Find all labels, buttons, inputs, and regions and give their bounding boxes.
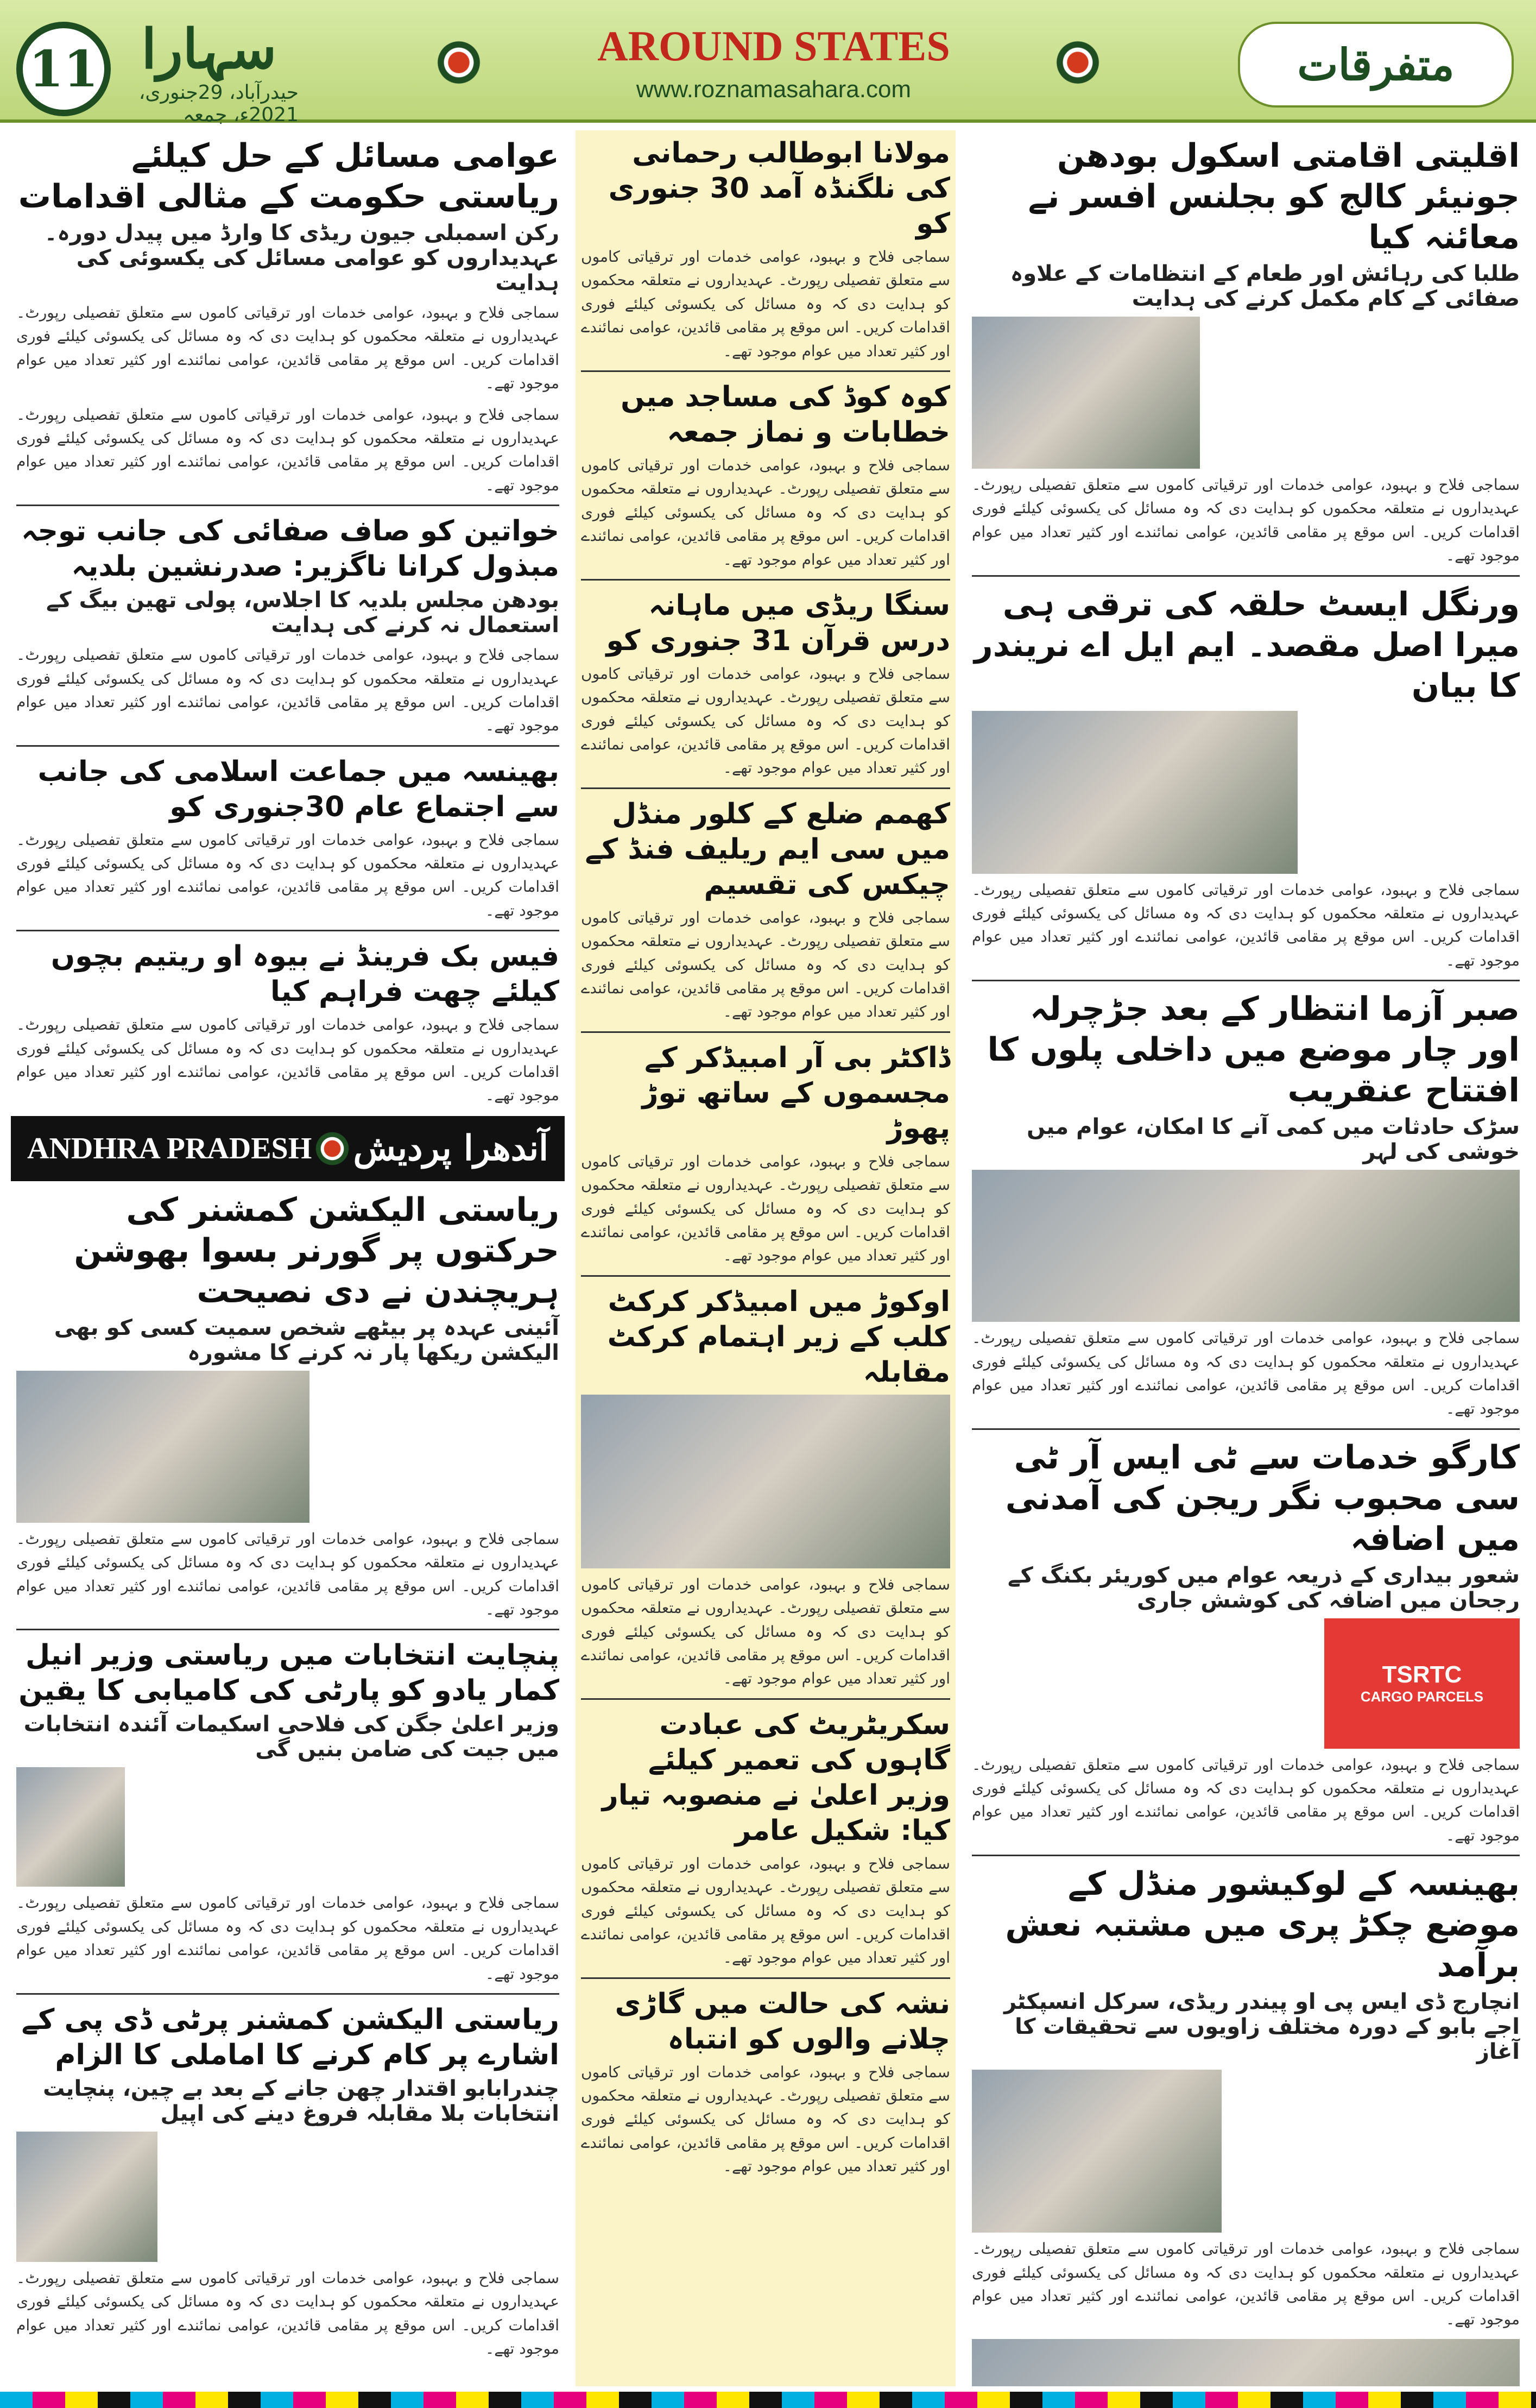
headline: ریاستی الیکشن کمشنر پرٹی ڈی پی کے اشارے پر کام کرنے کا اماملی کا الزام — [21, 2003, 559, 2071]
date-line: حیدرآباد، 29جنوری، 2021ء، جمعہ — [138, 81, 299, 126]
page-number: 11 — [16, 22, 111, 116]
tsrtc-label: TSRTC — [1382, 1661, 1462, 1688]
headline: کارگو خدمات سے ٹی ایس آر ٹی سی محبوب نگر ریجن کی آمدنی میں اضافہ — [1005, 1438, 1520, 1558]
article-body: سماجی فلاح و بہبود، عوامی خدمات اور ترقیاتی کاموں سے متعلق تفصیلی رپورٹ۔ عہدیداروں نے متعلقہ محکموں کو ہدایت دی کہ وہ مسائل کی یکسوئی کیلئے فوری اقدامات کریں۔ اس موقع پر مقامی قائدین، عوامی نمائندے اور کثیر تعداد میں عوام موجود تھے۔ — [972, 476, 1520, 565]
article-body: سماجی فلاح و بہبود، عوامی خدمات اور ترقیاتی کاموں سے متعلق تفصیلی رپورٹ۔ عہدیداروں نے متعلقہ محکموں کو ہدایت دی کہ وہ مسائل کی یکسوئی کیلئے فوری اقدامات کریں۔ اس موقع پر مقامی قائدین، عوامی نمائندے اور کثیر تعداد میں عوام موجود تھے۔ — [16, 1894, 559, 1983]
headline: بھینسہ کے لوکیشور منڈل کے موضع چکڑ پری میں مشتبہ نعش برآمد — [1005, 1865, 1520, 1985]
column-left — [11, 130, 565, 2386]
category-label: متفرقات — [1238, 22, 1514, 108]
article-body: سماجی فلاح و بہبود، عوامی خدمات اور ترقیاتی کاموں سے متعلق تفصیلی رپورٹ۔ عہدیداروں نے متعلقہ محکموں کو ہدایت دی کہ وہ مسائل کی یکسوئی کیلئے فوری اقدامات کریں۔ اس موقع پر مقامی قائدین، عوامی نمائندے اور کثیر تعداد میں عوام موجود تھے۔ — [581, 908, 950, 1021]
article-body: سماجی فلاح و بہبود، عوامی خدمات اور ترقیاتی کاموں سے متعلق تفصیلی رپورٹ۔ عہدیداروں نے متعلقہ محکموں کو ہدایت دی کہ وہ مسائل کی یکسوئی کیلئے فوری اقدامات کریں۔ اس موقع پر مقامی قائدین، عوامی نمائندے اور کثیر تعداد میں عوام موجود تھے۔ — [972, 2240, 1520, 2329]
headline: سنگا ریڈی میں ماہانہ درس قرآن 31 جنوری کو — [606, 589, 950, 657]
subheadline: رکن اسمبلی جیون ریڈی کا وارڈ میں پیدل دورہ۔ عہدیداروں کو عوامی مسائل کی یکسوئی کی ہدایت — [44, 220, 559, 295]
article-body: سماجی فلاح و بہبود، عوامی خدمات اور ترقیاتی کاموں سے متعلق تفصیلی رپورٹ۔ عہدیداروں نے متعلقہ محکموں کو ہدایت دی کہ وہ مسائل کی یکسوئی کیلئے فوری اقدامات کریں۔ اس موقع پر مقامی قائدین، عوامی نمائندے اور کثیر تعداد میں عوام موجود تھے۔ — [972, 1755, 1520, 1844]
article-body: سماجی فلاح و بہبود، عوامی خدمات اور ترقیاتی کاموں سے متعلق تفصیلی رپورٹ۔ عہدیداروں نے متعلقہ محکموں کو ہدایت دی کہ وہ مسائل کی یکسوئی کیلئے فوری اقدامات کریں۔ اس موقع پر مقامی قائدین، عوامی نمائندے اور کثیر تعداد میں عوام موجود تھے۔ — [16, 830, 559, 919]
news-photo — [16, 1371, 309, 1523]
news-photo — [972, 317, 1200, 469]
article-body: سماجی فلاح و بہبود، عوامی خدمات اور ترقیاتی کاموں سے متعلق تفصیلی رپورٹ۔ عہدیداروں نے متعلقہ محکموں کو ہدایت دی کہ وہ مسائل کی یکسوئی کیلئے فوری اقدامات کریں۔ اس موقع پر مقامی قائدین، عوامی نمائندے اور کثیر تعداد میں عوام موجود تھے۔ — [972, 880, 1520, 969]
headline: بھینسہ میں جماعت اسلامی کی جانب سے اجتماع عام 30جنوری کو — [37, 755, 559, 823]
article-body: سماجی فلاح و بہبود، عوامی خدمات اور ترقیاتی کاموں سے متعلق تفصیلی رپورٹ۔ عہدیداروں نے متعلقہ محکموں کو ہدایت دی کہ وہ مسائل کی یکسوئی کیلئے فوری اقدامات کریں۔ اس موقع پر مقامی قائدین، عوامی نمائندے اور کثیر تعداد میں عوام موجود تھے۔ — [581, 456, 950, 569]
bridge-photo — [972, 1170, 1520, 1322]
article-body: سماجی فلاح و بہبود، عوامی خدمات اور ترقیاتی کاموں سے متعلق تفصیلی رپورٹ۔ عہدیداروں نے متعلقہ محکموں کو ہدایت دی کہ وہ مسائل کی یکسوئی کیلئے فوری اقدامات کریں۔ اس موقع پر مقامی قائدین، عوامی نمائندے اور کثیر تعداد میں عوام موجود تھے۔ — [16, 1529, 559, 1618]
headline: اوکوڑ میں امبیڈکر کرکٹ کلب کے زیر اہتمام کرکٹ مقابلہ — [607, 1285, 950, 1389]
subheadline: چندرابابو اقتدار چھن جانے کے بعد بے چین، پنچایت انتخابات بلا مقابلہ فروغ دینے کی اپیل — [43, 2076, 559, 2126]
headline: سکریٹریٹ کی عبادت گاہوں کی تعمیر کیلئے وزیر اعلیٰ نے منصوبہ تیار کیا: شکیل عامر — [602, 1708, 950, 1847]
andhra-pradesh-banner — [11, 1116, 565, 1181]
headline: ڈاکٹر بی آر امبیڈکر کے مجسموں کے ساتھ توڑ پھوڑ — [642, 1041, 950, 1145]
article-body: سماجی فلاح و بہبود، عوامی خدمات اور ترقیاتی کاموں سے متعلق تفصیلی رپورٹ۔ عہدیداروں نے متعلقہ محکموں کو ہدایت دی کہ وہ مسائل کی یکسوئی کیلئے فوری اقدامات کریں۔ اس موقع پر مقامی قائدین، عوامی نمائندے اور کثیر تعداد میں عوام موجود تھے۔ — [16, 304, 559, 393]
sun-emblem-icon — [434, 38, 483, 87]
portrait-photo — [16, 1767, 125, 1887]
masthead — [0, 0, 1536, 126]
subheadline: طلبا کی رہائش اور طعام کے انتظامات کے علاوہ صفائی کے کام مکمل کرنے کی ہدایت — [1010, 261, 1520, 311]
sun-emblem-icon — [313, 1130, 351, 1168]
headline: خواتین کو صاف صفائی کی جانب توجہ مبذول کرانا ناگزیر: صدرنشین بلدیہ — [21, 515, 559, 583]
cricket-team-photo — [581, 1395, 950, 1568]
article-body: سماجی فلاح و بہبود، عوامی خدمات اور ترقیاتی کاموں سے متعلق تفصیلی رپورٹ۔ عہدیداروں نے متعلقہ محکموں کو ہدایت دی کہ وہ مسائل کی یکسوئی کیلئے فوری اقدامات کریں۔ اس موقع پر مقامی قائدین، عوامی نمائندے اور کثیر تعداد میں عوام موجود تھے۔ — [581, 1152, 950, 1265]
headline: صبر آزما انتظار کے بعد جڑچرلہ اور چار موضع میں داخلی پلوں کا افتتاح عنقریب — [987, 990, 1520, 1110]
subheadline: انچارج ڈی ایس پی او پیندر ریڈی، سرکل انسپکٹر اجے بابو کے دورہ مختلف زاویوں سے تحقیقات کا آغاز — [1004, 1989, 1520, 2065]
news-photo — [972, 2070, 1222, 2233]
headline: کھمم ضلع کے کلور منڈل میں سی ایم ریلیف فنڈ کے چیکس کی تقسیم — [585, 797, 950, 901]
article-body: سماجی فلاح و بہبود، عوامی خدمات اور ترقیاتی کاموں سے متعلق تفصیلی رپورٹ۔ عہدیداروں نے متعلقہ محکموں کو ہدایت دی کہ وہ مسائل کی یکسوئی کیلئے فوری اقدامات کریں۔ اس موقع پر مقامی قائدین، عوامی نمائندے اور کثیر تعداد میں عوام موجود تھے۔ — [581, 1854, 950, 1967]
headline: اقلیتی اقامتی اسکول بودھن جونیئر کالج کو بجلنس افسر نے معائنہ کیا — [1028, 137, 1520, 256]
column-middle — [576, 130, 956, 2386]
headline: نشہ کی حالت میں گاڑی چلانے والوں کو انتباہ — [615, 1987, 950, 2056]
subheadline: آئینی عہدہ پر بیٹھے شخص سمیت کسی کو بھی الیکشن ریکھا پار نہ کرنے کا مشورہ — [54, 1315, 559, 1365]
sun-emblem-icon — [1053, 38, 1102, 87]
article-body: سماجی فلاح و بہبود، عوامی خدمات اور ترقیاتی کاموں سے متعلق تفصیلی رپورٹ۔ عہدیداروں نے متعلقہ محکموں کو ہدایت دی کہ وہ مسائل کی یکسوئی کیلئے فوری اقدامات کریں۔ اس موقع پر مقامی قائدین، عوامی نمائندے اور کثیر تعداد میں عوام موجود تھے۔ — [581, 2063, 950, 2176]
article-body: سماجی فلاح و بہبود، عوامی خدمات اور ترقیاتی کاموں سے متعلق تفصیلی رپورٹ۔ عہدیداروں نے متعلقہ محکموں کو ہدایت دی کہ وہ مسائل کی یکسوئی کیلئے فوری اقدامات کریں۔ اس موقع پر مقامی قائدین، عوامی نمائندے اور کثیر تعداد میں عوام موجود تھے۔ — [16, 646, 559, 735]
headline: ورنگل ایسٹ حلقہ کی ترقی ہی میرا اصل مقصد۔ ایم ایل اے نریندر کا بیان — [974, 585, 1520, 705]
banner-urdu: آندھرا پردیش — [353, 1128, 548, 1169]
newspaper-logo: سہارا — [141, 17, 277, 81]
website-link[interactable]: www.roznamasahara.com — [636, 76, 912, 103]
section-title: AROUND STATES — [597, 22, 950, 70]
article-body: سماجی فلاح و بہبود، عوامی خدمات اور ترقیاتی کاموں سے متعلق تفصیلی رپورٹ۔ عہدیداروں نے متعلقہ محکموں کو ہدایت دی کہ وہ مسائل کی یکسوئی کیلئے فوری اقدامات کریں۔ اس موقع پر مقامی قائدین، عوامی نمائندے اور کثیر تعداد میں عوام موجود تھے۔ — [16, 405, 559, 494]
tsrtc-bus-photo — [1324, 1618, 1520, 1749]
article-body: سماجی فلاح و بہبود، عوامی خدمات اور ترقیاتی کاموں سے متعلق تفصیلی رپورٹ۔ عہدیداروں نے متعلقہ محکموں کو ہدایت دی کہ وہ مسائل کی یکسوئی کیلئے فوری اقدامات کریں۔ اس موقع پر مقامی قائدین، عوامی نمائندے اور کثیر تعداد میں عوام موجود تھے۔ — [581, 1575, 950, 1688]
headline: پنچایت انتخابات میں ریاستی وزیر انیل کمار یادو کو پارٹی کی کامیابی کا یقین — [18, 1639, 559, 1707]
portrait-photo — [16, 2132, 157, 2262]
news-photo — [972, 711, 1298, 874]
headline: کوہ کوڈ کی مساجد میں خطابات و نماز جمعہ — [621, 380, 950, 449]
headline: عوامی مسائل کے حل کیلئے ریاستی حکومت کے مثالی اقدامات — [18, 137, 559, 216]
crowd-photo — [972, 2339, 1520, 2386]
subheadline: وزیر اعلیٰ جگن کی فلاحی اسکیمات آئندہ انتخابات میں جیت کی ضامن بنیں گی — [23, 1712, 559, 1762]
article-body: سماجی فلاح و بہبود، عوامی خدمات اور ترقیاتی کاموں سے متعلق تفصیلی رپورٹ۔ عہدیداروں نے متعلقہ محکموں کو ہدایت دی کہ وہ مسائل کی یکسوئی کیلئے فوری اقدامات کریں۔ اس موقع پر مقامی قائدین، عوامی نمائندے اور کثیر تعداد میں عوام موجود تھے۔ — [16, 2268, 559, 2358]
subheadline: شعور بیداری کے ذریعہ عوام میں کوریئر بکنگ کے رجحان میں اضافہ کی کوشش جاری — [1008, 1562, 1520, 1613]
article-body: سماجی فلاح و بہبود، عوامی خدمات اور ترقیاتی کاموں سے متعلق تفصیلی رپورٹ۔ عہدیداروں نے متعلقہ محکموں کو ہدایت دی کہ وہ مسائل کی یکسوئی کیلئے فوری اقدامات کریں۔ اس موقع پر مقامی قائدین، عوامی نمائندے اور کثیر تعداد میں عوام موجود تھے۔ — [16, 1016, 559, 1105]
cargo-label: CARGO PARCELS — [1360, 1688, 1484, 1705]
headline: ریاستی الیکشن کمشنر کی حرکتوں پر گورنر بسوا بھوشن ہریچندن نے دی نصیحت — [74, 1190, 559, 1310]
headline: مولانا ابوطالب رحمانی کی نلگنڈہ آمد 30 جنوری کو — [608, 137, 950, 240]
column-right — [966, 130, 1525, 2386]
color-registration-bar — [0, 2392, 1536, 2408]
article-body: سماجی فلاح و بہبود، عوامی خدمات اور ترقیاتی کاموں سے متعلق تفصیلی رپورٹ۔ عہدیداروں نے متعلقہ محکموں کو ہدایت دی کہ وہ مسائل کی یکسوئی کیلئے فوری اقدامات کریں۔ اس موقع پر مقامی قائدین، عوامی نمائندے اور کثیر تعداد میں عوام موجود تھے۔ — [972, 1329, 1520, 1418]
subheadline: سڑک حادثات میں کمی آنے کا امکان، عوام میں خوشی کی لہر — [1027, 1114, 1520, 1165]
article-body: سماجی فلاح و بہبود، عوامی خدمات اور ترقیاتی کاموں سے متعلق تفصیلی رپورٹ۔ عہدیداروں نے متعلقہ محکموں کو ہدایت دی کہ وہ مسائل کی یکسوئی کیلئے فوری اقدامات کریں۔ اس موقع پر مقامی قائدین، عوامی نمائندے اور کثیر تعداد میں عوام موجود تھے۔ — [581, 248, 950, 360]
article-body: سماجی فلاح و بہبود، عوامی خدمات اور ترقیاتی کاموں سے متعلق تفصیلی رپورٹ۔ عہدیداروں نے متعلقہ محکموں کو ہدایت دی کہ وہ مسائل کی یکسوئی کیلئے فوری اقدامات کریں۔ اس موقع پر مقامی قائدین، عوامی نمائندے اور کثیر تعداد میں عوام موجود تھے۔ — [581, 664, 950, 777]
subheadline: بودھن مجلس بلدیہ کا اجلاس، پولی تھین بیگ کے استعمال نہ کرنے کی ہدایت — [46, 588, 559, 638]
headline: فیس بک فرینڈ نے بیوہ او ریتیم بچوں کیلئے چھت فراہم کیا — [50, 940, 559, 1008]
banner-english: ANDHRA PRADESH — [27, 1131, 312, 1165]
